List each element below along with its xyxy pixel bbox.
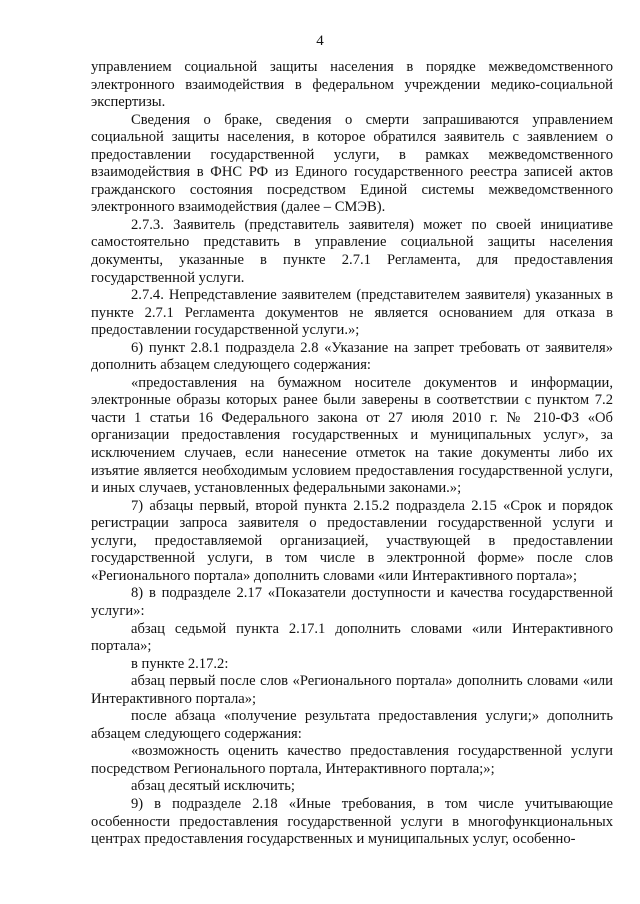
paragraph-14: абзац десятый исключить; [131, 778, 295, 795]
paragraph-4: 2.7.4. Непредставление заявителем (представителем заявителя) указанных в пункте 2.7.1 Регламента документов не является основанием для отказа в предоставлении государственной услуги.»; [91, 287, 613, 339]
paragraph-9: абзац седьмой пункта 2.17.1 дополнить словами «или Интерактивного портала»; [91, 620, 613, 655]
paragraph-1: управлением социальной защиты населения в порядке межведомственного электронного взаимодействия в федеральном учреждении медико-социальной экспертизы. [91, 59, 613, 111]
paragraph-5: 6) пункт 2.8.1 подраздела 2.8 «Указание на запрет требовать от заявителя» дополнить абзацем следующего содержания: [91, 339, 613, 374]
document-body [91, 59, 613, 849]
page-number: 4 [316, 33, 324, 49]
paragraph-12: после абзаца «получение результата предоставления услуги;» дополнить абзацем следующего содержания: [91, 708, 613, 742]
paragraph-13: «возможность оценить качество предоставления государственной услуги посредством Регионального портала, Интерактивного портала;»; [91, 743, 613, 777]
paragraph-7: 7) абзацы первый, второй пункта 2.15.2 подраздела 2.15 «Срок и порядок регистрации запроса заявителя о предоставлении государственной услуги и услуги, предоставляемой организацией, участвующей в предоставлении государственной услуги, в том числе в электронной форме» после слов «Регионального портала» дополнить словами «или Интерактивного портала»; [91, 497, 613, 584]
paragraph-3: 2.7.3. Заявитель (представитель заявителя) может по своей инициативе самостоятельно представить в управление социальной защиты населения документы, указанные в пункте 2.7.1 Регламента, для предоставления государственной услуги. [91, 216, 613, 286]
paragraph-2: Сведения о браке, сведения о смерти запрашиваются управлением социальной защиты населения, в которое обратился заявитель с заявлением о предоставлении государственной услуги, в рамках межведомственного взаимодействия в ФНС РФ из Единого государственного реестра записей актов гражданского состояния посредством Единой системы межведомственного электронного взаимодействия (далее – СМЭВ). [91, 111, 613, 216]
paragraph-15: 9) в подразделе 2.18 «Иные требования, в том числе учитывающие особенности предоставления государственной услуги в многофункциональных центрах предоставления государственных и муниципальных услуг, особенно- [91, 795, 613, 848]
paragraph-8: 8) в подразделе 2.17 «Показатели доступности и качества государственной услуги»: [91, 585, 613, 619]
paragraph-11: абзац первый после слов «Регионального портала» дополнить словами «или Интерактивного портала»; [91, 673, 613, 707]
paragraph-6: «предоставления на бумажном носителе документов и информации, электронные образы которых ранее были заверены в соответствии с пунктом 7.2 части 1 статьи 16 Федерального закона от 27 июля 2010 г. № 210-ФЗ «Об организации предоставления государственных и муниципальных услуг», за исключением случаев, если нанесение отметок на такие документы либо их изъятие является необходимым условием предоставления государственной услуги, и иных случаев, установленных федеральными законами.»; [91, 374, 613, 497]
paragraph-10: в пункте 2.17.2: [131, 655, 229, 672]
